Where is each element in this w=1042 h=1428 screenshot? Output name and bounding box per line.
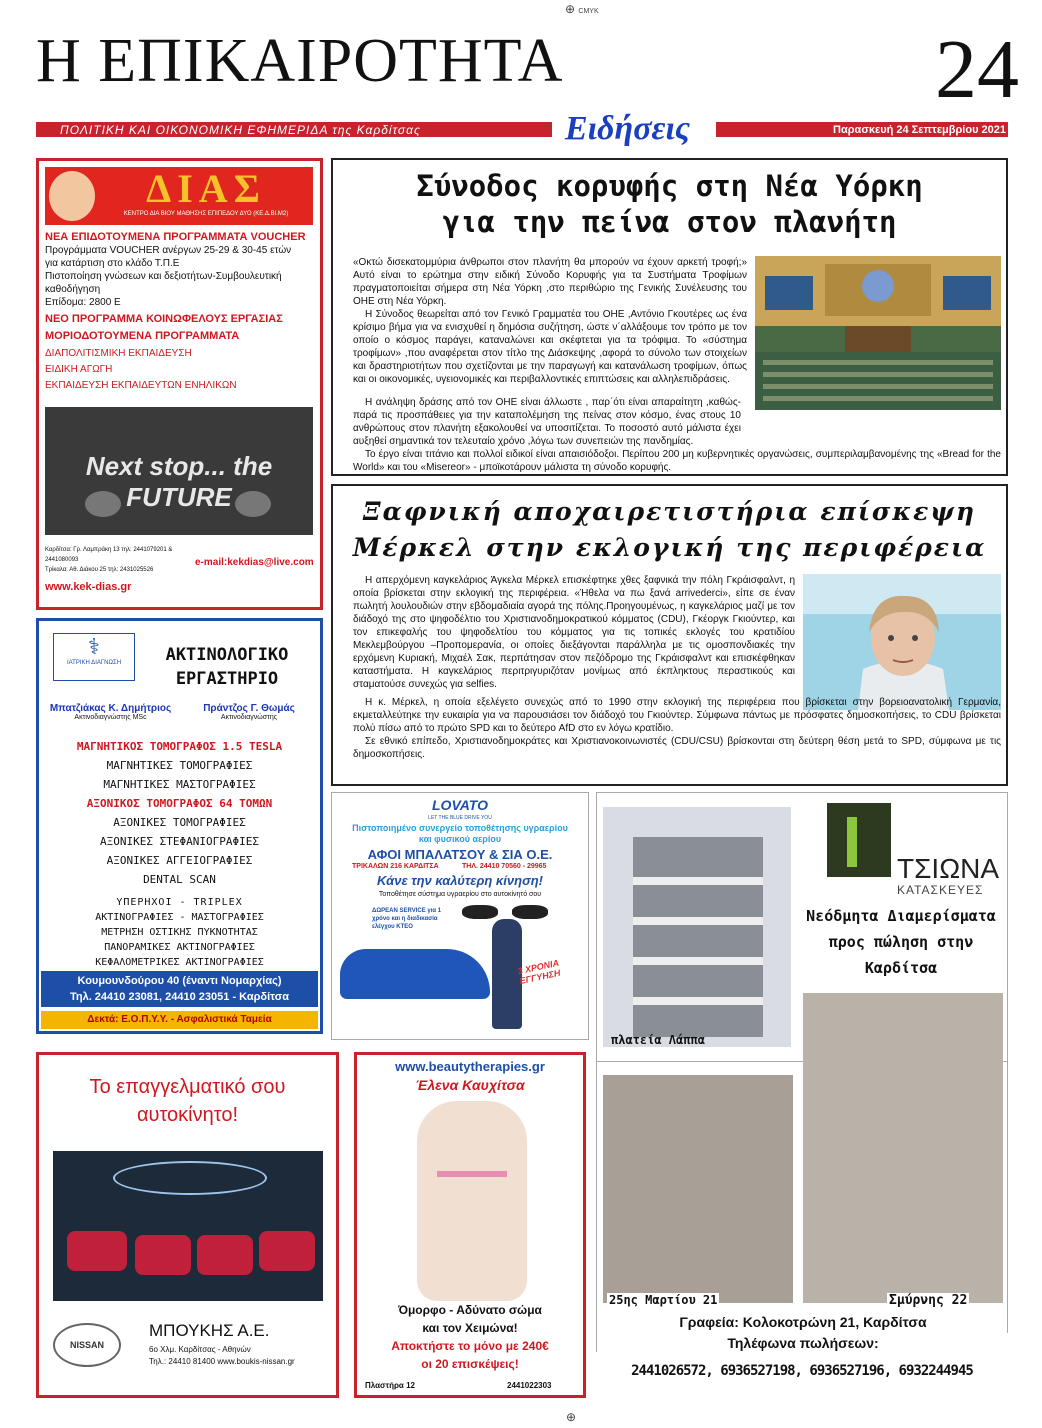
zeus-head-icon [49, 171, 95, 221]
xray-service: ΜΑΓΝΗΤΙΚΕΣ ΜΑΣΤΟΓΡΑΦΙΕΣ [103, 778, 256, 791]
lovato-free-service: ΔΩΡΕΑΝ SERVICE για 1 χρόνο και η διαδικασία ελέγχου ΚΤΕΟ [372, 908, 442, 930]
tsiona-title: Νεόδμητα Διαμερίσματα προς πώληση στην Καρδίτσα [806, 907, 996, 977]
building-render-photo [603, 807, 791, 1047]
headline-merkel [333, 494, 1006, 566]
beauty-line: και τον Χειμώνα! [422, 1321, 518, 1335]
balcony [633, 997, 763, 1005]
headline-line: Σύνοδος κορυφής στη Νέα Υόρκη [416, 169, 923, 203]
article-summit [331, 158, 1008, 476]
tsiona-logo: ΤΣΙΩΝΑ [897, 853, 1000, 884]
issue-date: Παρασκευή 24 Σεπτεμβρίου 2021 [833, 124, 1006, 136]
article-merkel-text [353, 574, 795, 691]
balcony [633, 917, 763, 925]
doctor-name: Μπατζιάκας Κ. Δημήτριος [49, 703, 172, 714]
xray-service: DENTAL SCAN [143, 873, 216, 886]
caduceus-icon: ⚕ [88, 634, 100, 659]
ad-xray-lab [36, 618, 323, 1034]
lovato-logo-text: LOVATO [432, 797, 488, 813]
blue-car-photo [340, 949, 490, 999]
paragraph: Σε εθνικό επίπεδο, Χριστιανοδημοκράτες και Χριστιανοκοινωνιστές (CDU/CSU) βρίσκονται στη δεύτερη θέση μετά το SPD, σύμφωνα με τις δημοσκοπήσεις. [353, 736, 1001, 760]
tsiona-location: Σμύρνης 22 [889, 1293, 968, 1308]
tsiona-phones: 2441026572, 6936527198, 6936527196, 6932244945 [631, 1363, 973, 1379]
lovato-slogan: LET THE BLUE DRIVE YOU [428, 815, 492, 821]
xray-title-line: ΑΚΤΙΝΟΛΟΓΙΚΟ [165, 645, 289, 665]
dias-text: ΝΕΑ ΕΠΙΔΟΤΟΥΜΕΝΑ ΠΡΟΓΡΑΜΜΑΤΑ VOUCHER [45, 231, 306, 243]
tsiona-location: πλατεία Λάππα [611, 1033, 705, 1047]
wheel-icon [85, 491, 121, 517]
dias-text: ΜΟΡΙΟΔΟΤΟΥΜΕΝΑ ΠΡΟΓΡΑΜΜΑΤΑ [45, 330, 240, 342]
chess-piece-icon [462, 905, 498, 919]
van-icon [197, 1235, 253, 1275]
beauty-name: Έλενα Καυχίτσα [415, 1077, 525, 1093]
lovato-motto: Κάνε την καλύτερη κίνηση! [377, 873, 543, 888]
headline-line: για την πείνα στον πλανήτη [442, 205, 897, 239]
van-icon [259, 1231, 315, 1271]
dias-logo: ΔΙΑΣ [146, 166, 266, 211]
nissan-vans-photo [53, 1151, 323, 1301]
beauty-line: οι 20 επισκέψεις! [421, 1357, 519, 1371]
xray-title-line: ΕΡΓΑΣΤΗΡΙΟ [175, 669, 279, 689]
van-icon [135, 1235, 191, 1275]
dias-programs [45, 231, 313, 392]
dias-addresses [45, 545, 195, 575]
beauty-line: Αποκτήστε το μόνο με 240€ [391, 1339, 549, 1353]
xray-title [139, 643, 315, 691]
un-assembly-photo [755, 256, 1001, 410]
doctor-1 [43, 703, 178, 721]
newspaper-brand: Η ΕΠΙΚΑΙΡΟΤΗΤΑ [36, 27, 564, 95]
balcony [633, 957, 763, 965]
lovato-warranty: 3 ΧΡΟΝΙΑ ΕΓΓΥΗΣΗ [516, 957, 562, 987]
xray-service: ΜΑΓΝΗΤΙΚΕΣ ΤΟΜΟΓΡΑΦΙΕΣ [106, 759, 253, 772]
lovato-address: ΤΡΙΚΑΛΩΝ 216 ΚΑΡΔΙΤΣΑ [352, 863, 439, 870]
building-render-photo [603, 1075, 793, 1303]
paragraph: «Οκτώ δισεκατομμύρια άνθρωποι στον πλανήτη θα μπορούν να έχουν αρκετή τροφή;» Αυτό είναι το ερώτημα στην ειδική Σύνοδο Κορυφής για τα Συστήματα Τροφίμων πραγματοποιείται σήμερα στη Νέα Υόρκη ,στο περιθώριο της Γενικής Συνέλευσης του ΟΗΕ στη Νέα Υόρκη. [353, 257, 747, 307]
logo-bar [847, 817, 857, 867]
headline-line: Μέρκελ στην εκλογική της περιφέρεια [352, 533, 987, 562]
registration-mark-bottom: ⊕ [566, 1410, 577, 1424]
dias-logo-banner [45, 167, 313, 225]
dias-text: ΕΙΔΙΚΗ ΑΓΩΓΗ [45, 364, 113, 375]
ad-beauty [354, 1052, 586, 1398]
xray-service: ΑΞΟΝΙΚΕΣ ΑΓΓΕΙΟΓΡΑΦΙΕΣ [106, 854, 253, 867]
dias-text: ΕΚΠΑΙΔΕΥΣΗ ΕΚΠΑΙΔΕΥΤΩΝ ΕΝΗΛΙΚΩΝ [45, 380, 237, 391]
xray-address: Κουμουνδούρου 40 (έναντι Νομαρχίας) [77, 975, 282, 987]
merkel-photo [803, 574, 1001, 710]
xray-service: ΑΞΟΝΙΚΟΣ ΤΟΜΟΓΡΑΦΟΣ 64 ΤΟΜΩΝ [86, 797, 273, 810]
nissan-address: 6ο Χλμ. Καρδίτσας - Αθηνών [149, 1345, 251, 1354]
lovato-line: Τοποθέτησε σύστημα υγραερίου στο αυτοκίνητό σου [378, 891, 542, 898]
ad-tsiona [596, 792, 1008, 1352]
dias-text: Επίδομα: 2800 Ε [45, 297, 121, 308]
page-number: 24 [935, 23, 1019, 116]
tsiona-location: 25ης Μαρτίου 21 [609, 1293, 718, 1307]
tagline: ΠΟΛΙΤΙΚΗ ΚΑΙ ΟΙΚΟΝΟΜΙΚΗ ΕΦΗΜΕΡΙΔΑ της Καρδίτσας [60, 123, 421, 137]
lovato-intro: Πιστοποιημένο συνεργείο τοποθέτησης υγραερίου και φυσικού αερίου [352, 823, 568, 844]
wheel-icon [235, 491, 271, 517]
nissan-logo: NISSAN [53, 1323, 121, 1367]
body-silhouette-photo [417, 1101, 527, 1301]
paragraph: Η κ. Μέρκελ, η οποία εξελέγετο συνεχώς από το 1990 στην εκλογική της περιφέρεια που βρίσκεται στην βορειοανατολική Γερμανία, εκμεταλλεύτηκε την ευκαιρία για να παρουσιάσει τον διάδοχό του Γκιούντερ. Σύμφωνα πάντως με πρόσφατες δημοσκοπήσεις, το CDU βρίσκεται πολύ πίσω από το πρώτο SPD και το δεύτερο AfD στο εν λόγω κρατίδιο. [353, 697, 1001, 734]
doctor-2 [179, 703, 319, 721]
beauty-website[interactable]: www.beautytherapies.gr [395, 1059, 545, 1074]
dias-address: Τρίκαλα: Αθ. Διάκου 25 τηλ: 2431025526 [45, 567, 154, 573]
van-icon [67, 1231, 127, 1271]
beauty-copy [357, 1301, 583, 1373]
paragraph: Η ανάληψη δράσης από τον ΟΗΕ είναι άλλωστε , παρ΄ότι είναι απαραίτητη ,καθώς- παρά τις προσπάθειες για την καταπολέμηση της πείνας στον κόσμο, ένας στους 10 ανθρώπους στον πλανήτη εξακολουθεί να υποσιτίζεται. Το ποσοστό αυτό μάλιστα έχει αυξηθεί σημαντικά τον τελευταίο χρόνο ,λόγω των συνεπειών της πανδημίας. [353, 397, 741, 447]
lovato-phone: ΤΗΛ. 24410 70560 - 29965 [462, 863, 547, 870]
ad-kek-dias [36, 158, 323, 610]
dias-address: Καρδίτσα: Γρ. Λαμπράκη 13 τηλ: 2441079201 & 2441080093 [45, 547, 173, 563]
tsiona-logo-icon [827, 803, 891, 877]
headline-summit [333, 168, 1006, 240]
beauty-address: Πλαστήρα 12 [365, 1381, 415, 1390]
article-summit-text-bottom [353, 396, 1001, 474]
xray-contact [41, 971, 318, 1007]
tsiona-sub: ΚΑΤΑΣΚΕΥΕΣ [897, 883, 984, 897]
building-facade [633, 837, 763, 1037]
beauty-line: Όμορφο - Αδύνατο σώμα [398, 1303, 542, 1317]
xray-service: ΥΠΕΡΗΧΟΙ - TRIPLEX [116, 897, 243, 908]
xray-service: ΑΞΟΝΙΚΕΣ ΣΤΕΦΑΝΙΟΓΡΑΦΙΕΣ [100, 835, 259, 848]
article-summit-text-top [353, 256, 747, 386]
registration-mark: ⊕ CMYK [565, 2, 599, 16]
xray-service: ΚΕΦΑΛΟΜΕΤΡΙΚΕΣ ΑΚΤΙΝΟΓΡΑΦΙΕΣ [95, 957, 264, 968]
dias-website[interactable]: www.kek-dias.gr [45, 581, 132, 593]
dias-subtitle: ΚΕΝΤΡΟ ΔΙΑ ΒΙΟΥ ΜΑΘΗΣΗΣ ΕΠΙΠΕΔΟΥ ΔΥΟ (ΚΕ.Δ.ΒΙ.Μ2) [123, 211, 289, 217]
future-banner-text: Next stop... the FUTURE [85, 451, 273, 512]
dias-text: ΝΕΟ ΠΡΟΓΡΑΜΜΑ ΚΟΙΝΩΦΕΛΟΥΣ ΕΡΓΑΣΙΑΣ [45, 313, 283, 325]
xray-service: ΠΑΝΟΡΑΜΙΚΕΣ ΑΚΤΙΝΟΓΡΑΦΙΕΣ [104, 942, 255, 953]
paragraph: Η Σύνοδος θεωρείται από τον Γενικό Γραμματέα του ΟΗΕ ,Αντόνιο Γκουτέρες ως ένα κρίσιμο βήμα για να ενισχυθεί η δημόσια συζήτηση, ώστε ν΄αλλάξουμε τον τρόπο με τον οποίο ο κόσμος παράγει, καταναλώνει και σκέφτεται για τα τρόφιμα. Το «σύστημα τροφίμων» ,που αναφέρεται στον τίτλο της Διάσκεψης ,αφορά το σύνολο των στοιχείων και δραστηριοτήτων που σχετίζονται με την παραγωγή και κατανάλωση τροφίμων, όπως και οι οικονομικές, υγειονομικές και περιβαλλοντικές επιπτώσεις και αλληλεπιδράσεις. [353, 309, 747, 385]
doctor-role: Ακτινοδιαγνώστης MSc [74, 714, 147, 721]
xray-service: ΜΑΓΝΗΤΙΚΟΣ ΤΟΜΟΓΡΑΦΟΣ 1.5 TESLA [76, 740, 283, 753]
xray-logo-text: ΙΑΤΡΙΚΗ ΔΙΑΓΝΩΣΗ [66, 660, 122, 666]
dias-text: ΔΙΑΠΟΛΙΤΙΣΜΙΚΗ ΕΚΠΑΙΔΕΥΣΗ [45, 348, 192, 359]
ad-lovato [331, 792, 589, 1040]
tsiona-office: Γραφεία: Κολοκοτρώνη 21, Καρδίτσα [679, 1314, 927, 1330]
chess-piece-icon [512, 905, 548, 919]
measuring-tape [437, 1171, 507, 1177]
dias-text: για κατάρτιση στο κλάδο Τ.Π.Ε [45, 258, 180, 269]
future-banner-photo [45, 407, 313, 535]
lovato-logo [332, 797, 588, 821]
article-merkel [331, 484, 1008, 786]
xray-phones: Τηλ. 24410 23081, 24410 23051 - Καρδίτσα [69, 991, 290, 1003]
nissan-phone: Τηλ.: 24410 81400 www.boukis-nissan.gr [149, 1357, 295, 1366]
balcony [633, 877, 763, 885]
ad-nissan [36, 1052, 339, 1398]
lovato-company: ΑΦΟΙ ΜΠΑΛΑΤΣΟΥ & ΣΙΑ Ο.Ε. [367, 847, 553, 862]
nissan-headline: Το επαγγελματικό σου αυτοκίνητο! [89, 1076, 286, 1126]
spotlight-ring [113, 1161, 267, 1195]
doctor-name: Πράντζος Γ. Θωμάς [203, 703, 295, 714]
building-render-photo [803, 993, 1003, 1303]
xray-logo [53, 633, 135, 681]
beauty-phone: 2441022303 [507, 1381, 552, 1390]
article-merkel-text-bottom [353, 696, 1001, 761]
xray-service: ΑΚΤΙΝΟΓΡΑΦΙΕΣ - ΜΑΣΤΟΓΡΑΦΙΕΣ [95, 912, 264, 923]
xray-services [39, 737, 320, 970]
tsiona-phones-label: Τηλέφωνα πωλήσεων: [597, 1333, 1009, 1353]
paragraph: Η απερχόμενη καγκελάριος Άγκελα Μέρκελ επισκέφτηκε χθες ξαφνικά την πόλη Γκράισφαλντ, η οποία βρίσκεται στην εκλογική της περιφέρεια. «Ήθελα να πω ξανά arrivederci», είπε σε έναν πωλητή λουλουδιών στην εβδομαδιαία αγορά της πόλης.Προηγουμένως, η καγκελάριος μαζί με τον διάδοχό της στο ψηφοδέλτιο του Χριστιανοδημοκρατικού κόμματος (CDU), Γκέοργκ Γκιούντερ, και τον επικεφαλής του ψηφοδελτίου του κόμματος για τις τοπικές εκλογές του κρατιδίου Μεκλεμβούργου –Προπομερανία, οι οποίες διεξάγονται παράλληλα με τις ομοσπονδιακές την ερχόμενη Κυριακή, Μιχαέλ Σακ, περπάτησαν στον πεζόδρομο της Γκράισφαλντ και επισκέφθηκαν καταστήματα. Η καγκελάριος περιτριγυριζόταν μονίμως από έκπληκτους περαστικούς και σταματούσε συνεχώς για selfies. [353, 575, 795, 690]
xray-service: ΜΕΤΡΗΣΗ ΟΣΤΙΚΗΣ ΠΥΚΝΟΤΗΤΑΣ [101, 927, 258, 938]
dias-text: Προγράμματα VOUCHER ανέργων 25-29 & 30-45 ετών [45, 245, 292, 256]
headline-line: Ξαφνική αποχαιρετιστήρια επίσκεψη [362, 497, 976, 526]
dias-email[interactable]: e-mail:kekdias@live.com [195, 557, 314, 568]
xray-accepts: Δεκτά: Ε.Ο.Π.Υ.Υ. - Ασφαλιστικά Ταμεία [41, 1011, 318, 1029]
paragraph: Το έργο είναι τιτάνιο και πολλοί ειδικοί είναι απαισιόδοξοι. Περίπου 200 μη κυβερνητικές οργανώσεις, συμπεριλαμβανομένης της «Bread for the World» και του «Misereor» - μποϊκοτάρουν μάλιστα τη σύνοδο κορυφής. [353, 449, 1001, 473]
doctor-role: Ακτινοδιαγνώστης [220, 714, 278, 721]
nissan-dealer-name: ΜΠΟΥΚΗΣ Α.Ε. [149, 1321, 270, 1340]
dias-text: Πιστοποίηση γνώσεων και δεξιοτήτων-Συμβουλευτική καθοδήγηση [45, 271, 282, 295]
xray-service: ΑΞΟΝΙΚΕΣ ΤΟΜΟΓΡΑΦΙΕΣ [113, 816, 246, 829]
section-title: Ειδήσεις [565, 110, 691, 147]
